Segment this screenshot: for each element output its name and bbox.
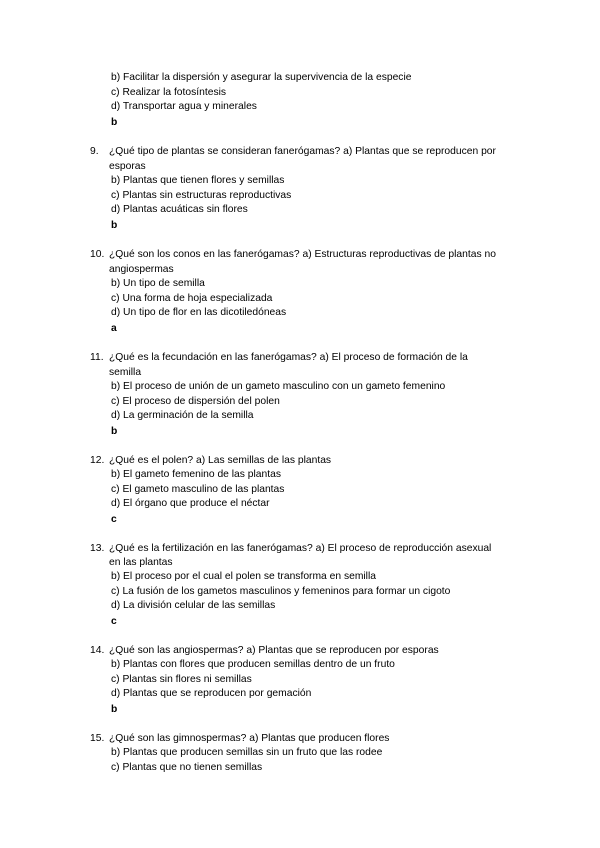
question-text-continuation: angiospermas [109,264,174,275]
question-text: ¿Qué es la fecundación en las fanerógamas? a) El proceso de formación de la [109,352,468,363]
option-text: c) Plantas sin estructuras reproductivas [111,190,292,201]
option-text: b) El proceso de unión de un gameto masculino con un gameto femenino [111,381,446,392]
option-text: b) Un tipo de semilla [111,278,205,289]
option-text: b) El proceso por el cual el polen se transforma en semilla [111,571,376,582]
option-text: d) La germinación de la semilla [111,410,254,421]
option-text: b) Plantas que producen semillas sin un fruto que las rodee [111,747,383,758]
option-text: d) El órgano que produce el néctar [111,498,270,509]
option-text: c) La fusión de los gametos masculinos y femeninos para formar un cigoto [111,586,451,597]
option-text: d) Plantas acuáticas sin flores [111,204,248,215]
answer-text: a [111,323,117,334]
question-number: 11. [90,352,104,363]
option-text: c) Realizar la fotosíntesis [111,87,227,98]
question-number: 9. [90,146,99,157]
answer-text: b [111,426,118,437]
question-text: ¿Qué es el polen? a) Las semillas de las plantas [109,455,332,466]
question-text: ¿Qué son las gimnospermas? a) Plantas que producen flores [109,733,390,744]
option-text: c) Plantas sin flores ni semillas [111,674,252,685]
answer-text: c [111,616,117,627]
question-number: 14. [90,645,105,656]
option-text: c) El proceso de dispersión del polen [111,396,280,407]
question-text: ¿Qué son las angiospermas? a) Plantas que se reproducen por esporas [109,645,439,656]
answer-text: b [111,220,118,231]
option-text: d) Plantas que se reproducen por gemación [111,688,312,699]
answer-text: b [111,704,118,715]
question-text-continuation: semilla [109,367,142,378]
question-number: 10. [90,249,105,260]
option-text: c) Plantas que no tienen semillas [111,762,263,773]
option-text: b) Plantas con flores que producen semillas dentro de un fruto [111,659,395,670]
option-text: c) El gameto masculino de las plantas [111,484,285,495]
question-text-continuation: esporas [109,161,146,172]
option-text: d) Un tipo de flor en las dicotiledóneas [111,307,287,318]
question-text-continuation: en las plantas [109,557,173,568]
question-number: 13. [90,543,105,554]
question-number: 15. [90,733,105,744]
question-number: 12. [90,455,105,466]
option-text: b) Plantas que tienen flores y semillas [111,175,285,186]
question-text: ¿Qué tipo de plantas se consideran fanerógamas? a) Plantas que se reproducen por [109,146,496,157]
answer-text: c [111,514,117,525]
option-text: b) El gameto femenino de las plantas [111,469,281,480]
question-text: ¿Qué es la fertilización en las fanerógamas? a) El proceso de reproducción asexual [109,543,492,554]
option-text: b) Facilitar la dispersión y asegurar la supervivencia de la especie [111,72,412,83]
option-text: d) La división celular de las semillas [111,600,276,611]
option-text: d) Transportar agua y minerales [111,101,257,112]
answer-text: b [111,117,118,128]
option-text: c) Una forma de hoja especializada [111,293,273,304]
question-text: ¿Qué son los conos en las fanerógamas? a) Estructuras reproductivas de plantas no [109,249,496,260]
